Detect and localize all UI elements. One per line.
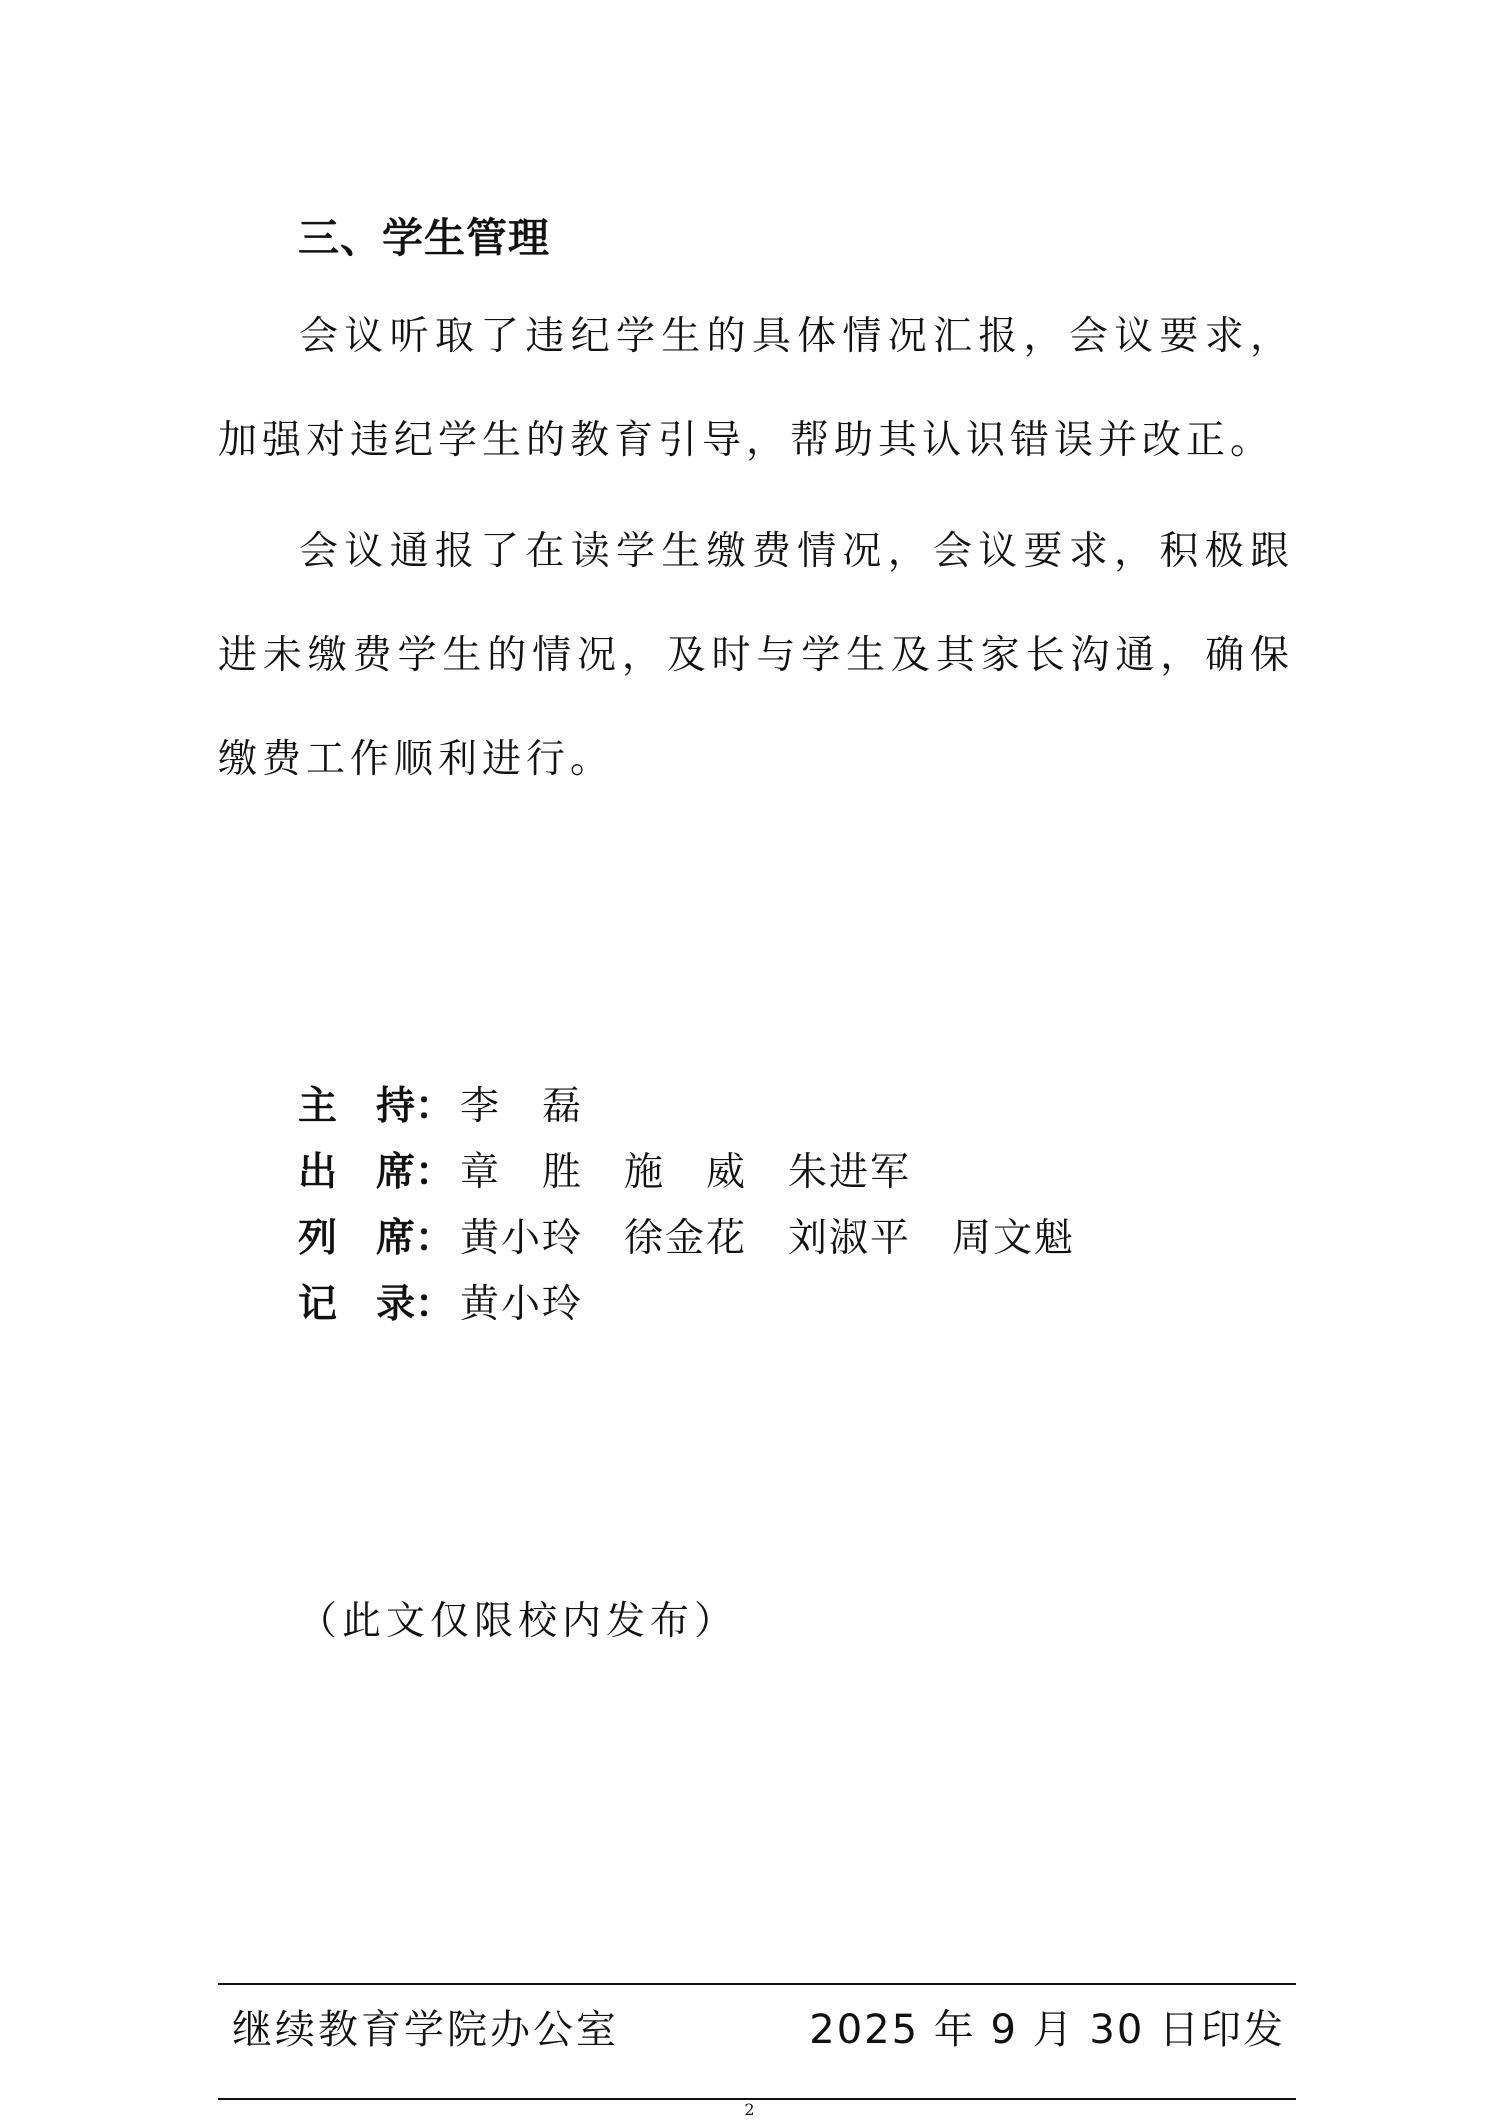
section-heading: 三、学生管理 bbox=[298, 214, 550, 262]
observers-value: 黄小玲 徐金花 刘淑平 周文魁 bbox=[460, 1216, 1076, 1261]
present-label: 出 席： bbox=[298, 1150, 455, 1195]
attendance-row-observers bbox=[298, 1202, 1075, 1268]
footer-issue-date: 2025 年 9 月 30 日印发 bbox=[809, 2007, 1285, 2053]
attendance-row-recorder bbox=[298, 1268, 1075, 1334]
host-label: 主 持： bbox=[298, 1084, 455, 1129]
attendance-row-host bbox=[298, 1070, 1075, 1136]
distribution-notice: （此文仅限校内发布） bbox=[298, 1599, 739, 1644]
paragraph-fees: 会议通报了在读学生缴费情况，会议要求，积极跟进未缴费学生的情况，及时与学生及其家长沟通，确保缴费工作顺利进行。 bbox=[218, 529, 1294, 782]
page-number: 2 bbox=[744, 2100, 755, 2119]
observers-label: 列 席： bbox=[298, 1216, 455, 1261]
host-value: 李 磊 bbox=[460, 1084, 584, 1129]
footer-top-rule bbox=[218, 1983, 1296, 1985]
present-value: 章 胜 施 威 朱进军 bbox=[460, 1150, 912, 1195]
attendance-list bbox=[298, 1070, 1075, 1334]
paragraph-discipline: 会议听取了违纪学生的具体情况汇报，会议要求，加强对违纪学生的教育引导，帮助其认识错误并改正。 bbox=[218, 314, 1294, 463]
recorder-value: 黄小玲 bbox=[460, 1282, 584, 1327]
recorder-label: 记 录： bbox=[298, 1282, 455, 1327]
attendance-row-present bbox=[298, 1136, 1075, 1202]
footer-issuer: 继续教育学院办公室 bbox=[232, 2007, 619, 2053]
